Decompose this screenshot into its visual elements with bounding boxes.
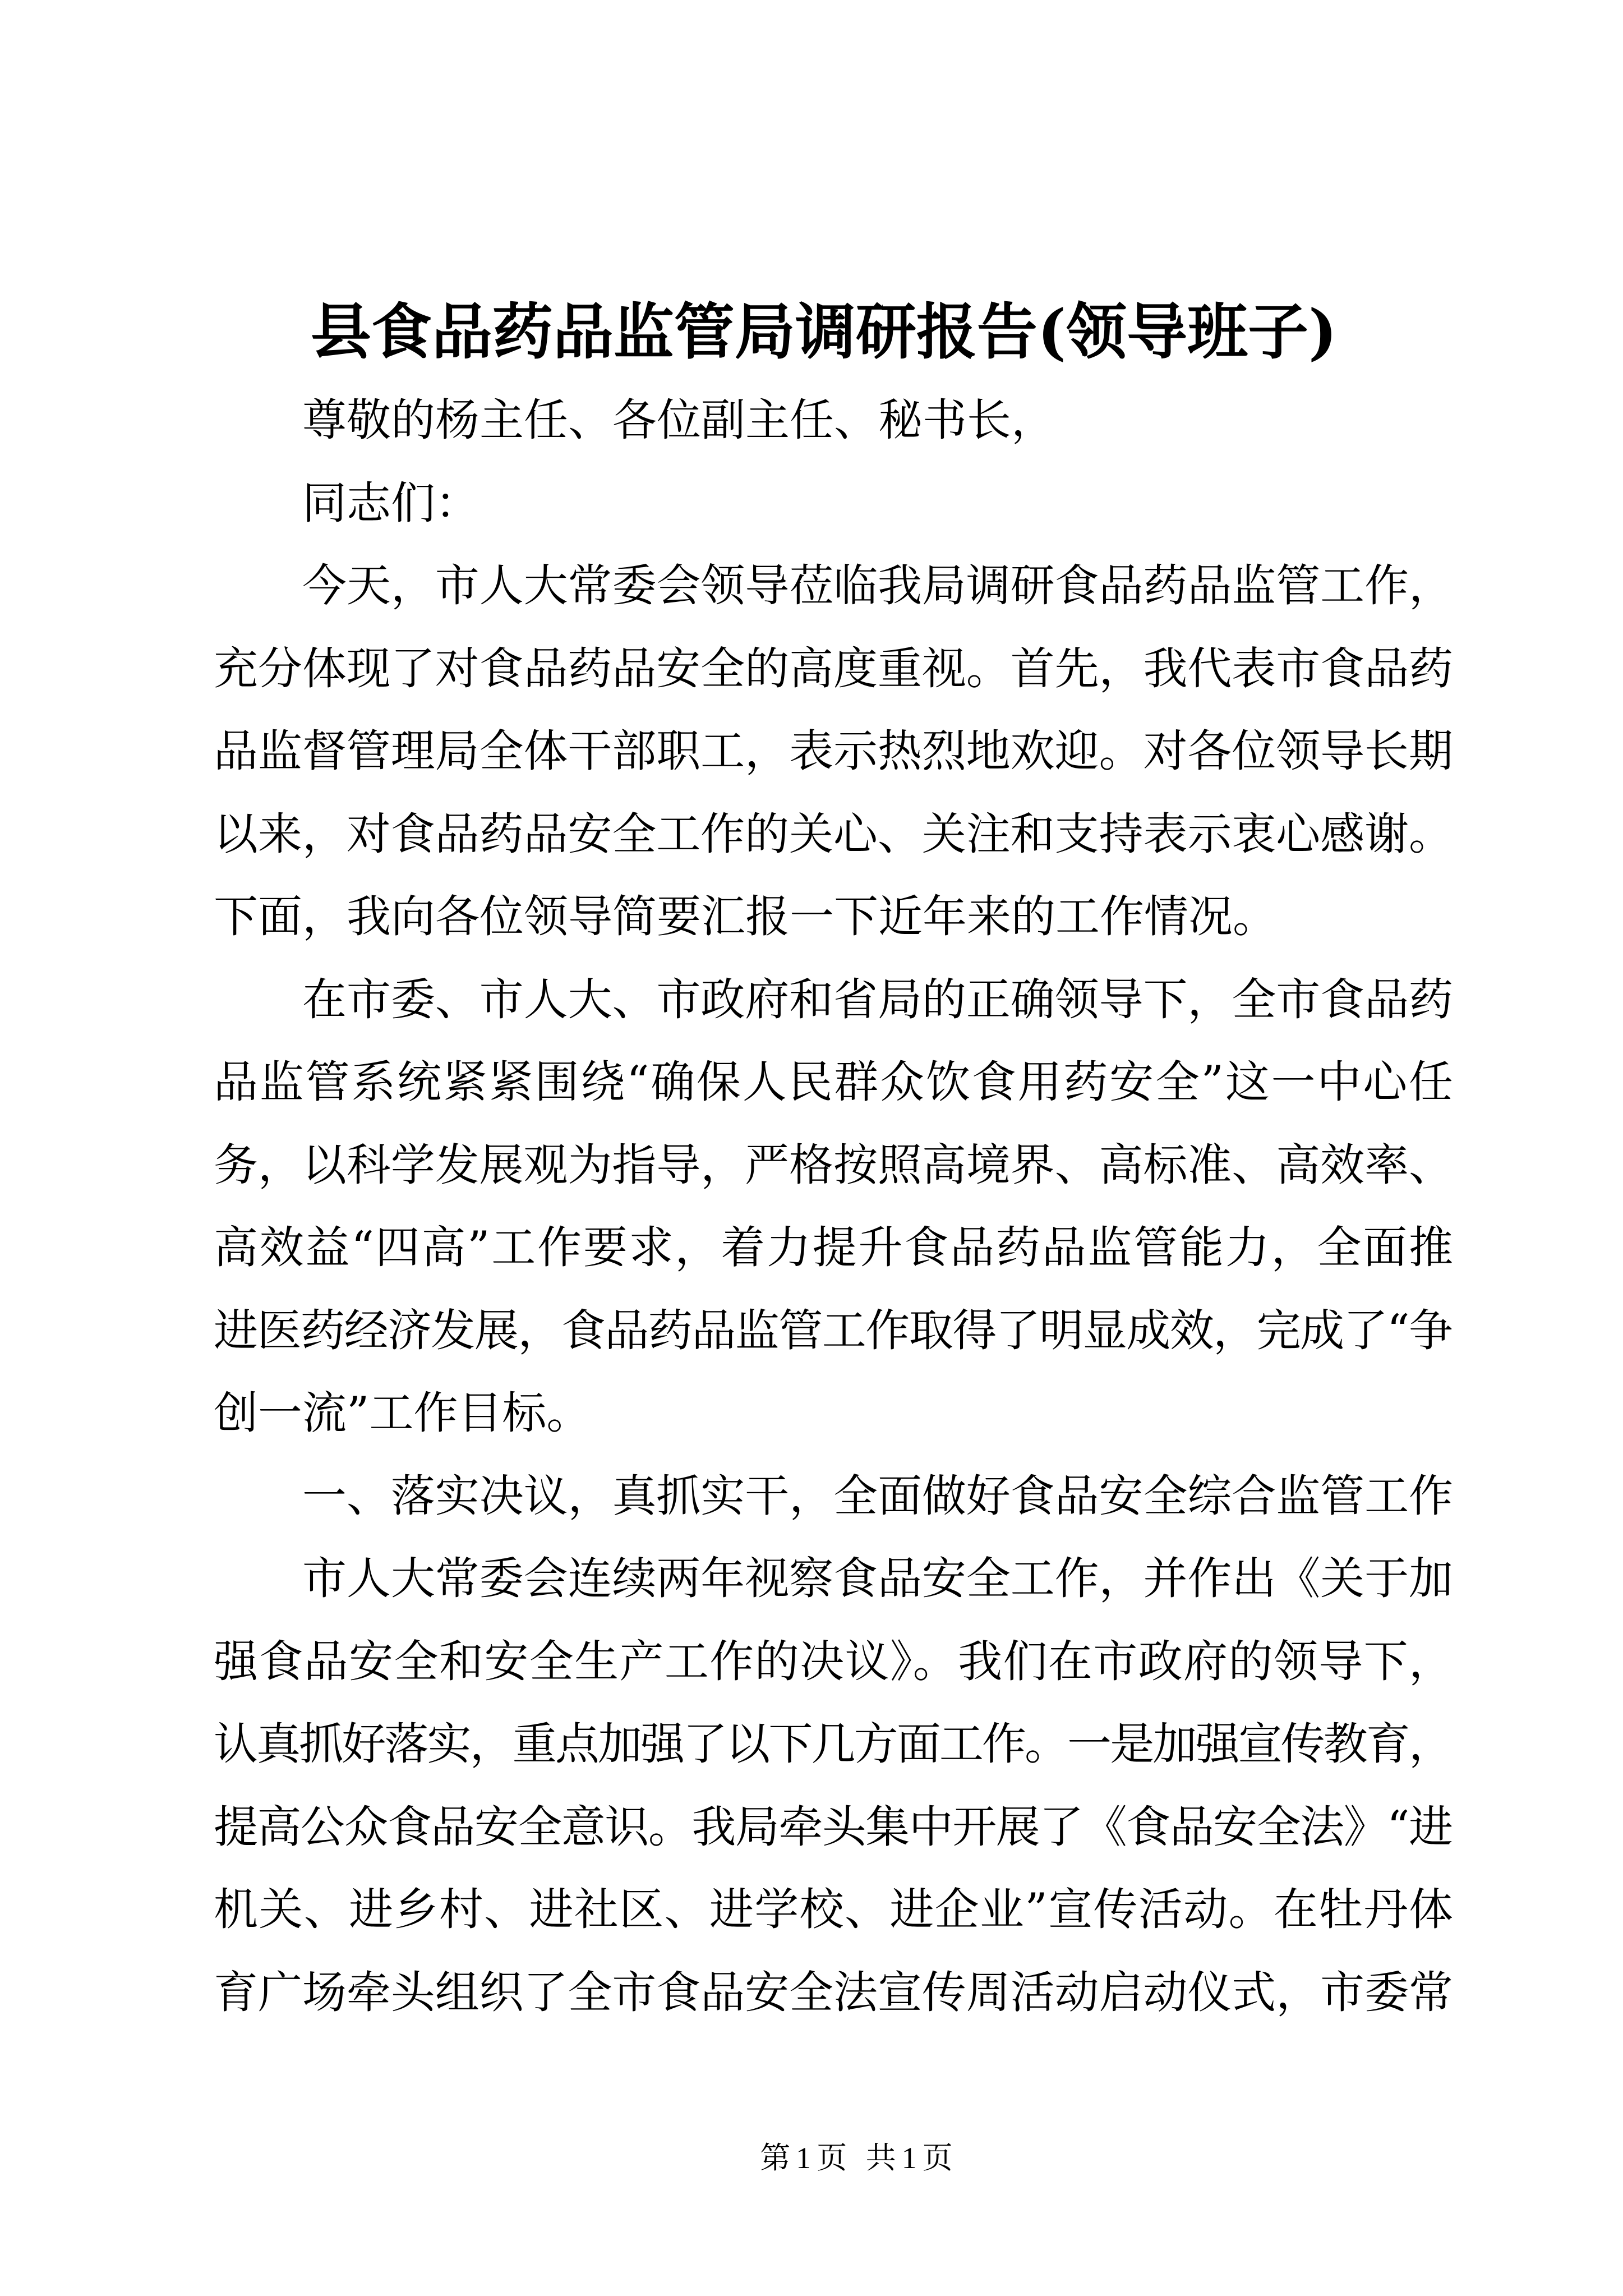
text-line-content: 务，以科学发展观为指导，严格按照高境界、高标准、高效率、 [214, 1139, 1453, 1191]
paragraph [214, 462, 1453, 545]
text-line-content: 同志们： [302, 477, 479, 529]
document-title: 县食品药品监管局调研报告(领导班子) [310, 297, 1338, 367]
text-line-content: 今天，市人大常委会领导莅临我局调研食品药品监管工作， [302, 560, 1453, 611]
text-line [214, 1124, 1453, 1207]
text-line-content: 品监督管理局全体干部职工，表示热烈地欢迎。对各位领导长期 [214, 725, 1453, 777]
text-line-content: 以来，对食品药品安全工作的关心、关注和支持表示衷心感谢。 [214, 808, 1453, 860]
text-line-content: 高效益“四高”工作要求，着力提升食品药品监管能力，全面推 [214, 1222, 1455, 1273]
text-line [214, 1290, 1453, 1373]
text-line-content: 一、落实决议，真抓实干，全面做好食品安全综合监管工作 [302, 1470, 1453, 1522]
text-line-content: 尊敬的杨主任、各位副主任、秘书长， [302, 394, 1055, 446]
text-line [214, 959, 1453, 1042]
paragraph [214, 1538, 1453, 2034]
text-line-content: 创一流”工作目标。 [214, 1387, 591, 1439]
document-body [214, 379, 1453, 2034]
text-line-content: 在市委、市人大、市政府和省局的正确领导下，全市食品药 [302, 973, 1453, 1025]
text-line [214, 793, 1453, 876]
text-line [214, 1372, 1453, 1455]
text-line [214, 1538, 1453, 1621]
text-line-content: 认真抓好落实，重点加强了以下几方面工作。一是加强宣传教育， [214, 1718, 1452, 1770]
page-footer: 第1页 共1页 [760, 2141, 958, 2175]
text-line [214, 1786, 1453, 1869]
text-line [214, 1207, 1453, 1290]
paragraph [214, 1455, 1453, 1538]
text-line [214, 876, 1453, 959]
text-line-content: 市人大常委会连续两年视察食品安全工作，并作出《关于加 [302, 1553, 1453, 1604]
text-line-content: 提高公众食品安全意识。我局牵头集中开展了《食品安全法》“进 [214, 1801, 1453, 1853]
text-line [214, 710, 1453, 793]
text-line [214, 1621, 1453, 1704]
text-line [214, 628, 1453, 711]
paragraph [214, 959, 1453, 1455]
text-line-content: 进医药经济发展，食品药品监管工作取得了明显成效，完成了“争 [214, 1304, 1453, 1356]
text-line [214, 462, 1453, 545]
text-line-content: 下面，我向各位领导简要汇报一下近年来的工作情况。 [214, 891, 1277, 942]
text-line-content: 充分体现了对食品药品安全的高度重视。首先，我代表市食品药 [214, 642, 1453, 694]
text-line [214, 1703, 1453, 1786]
text-line [214, 1869, 1453, 1952]
text-line [214, 1041, 1453, 1124]
text-line-content: 品监管系统紧紧围绕“确保人民群众饮食用药安全”这一中心任 [214, 1056, 1455, 1108]
text-line-content: 育广场牵头组织了全市食品安全法宣传周活动启动仪式，市委常 [214, 1966, 1453, 2018]
text-line-content: 强食品安全和安全生产工作的决议》。我们在市政府的领导下， [214, 1635, 1454, 1687]
text-line [214, 545, 1453, 628]
text-line [214, 1455, 1453, 1538]
paragraph [214, 545, 1453, 959]
text-line [214, 379, 1453, 462]
text-line-content: 机关、进乡村、进社区、进学校、进企业”宣传活动。在牡丹体 [214, 1884, 1454, 1935]
paragraph [214, 379, 1453, 462]
text-line [214, 1952, 1453, 2035]
